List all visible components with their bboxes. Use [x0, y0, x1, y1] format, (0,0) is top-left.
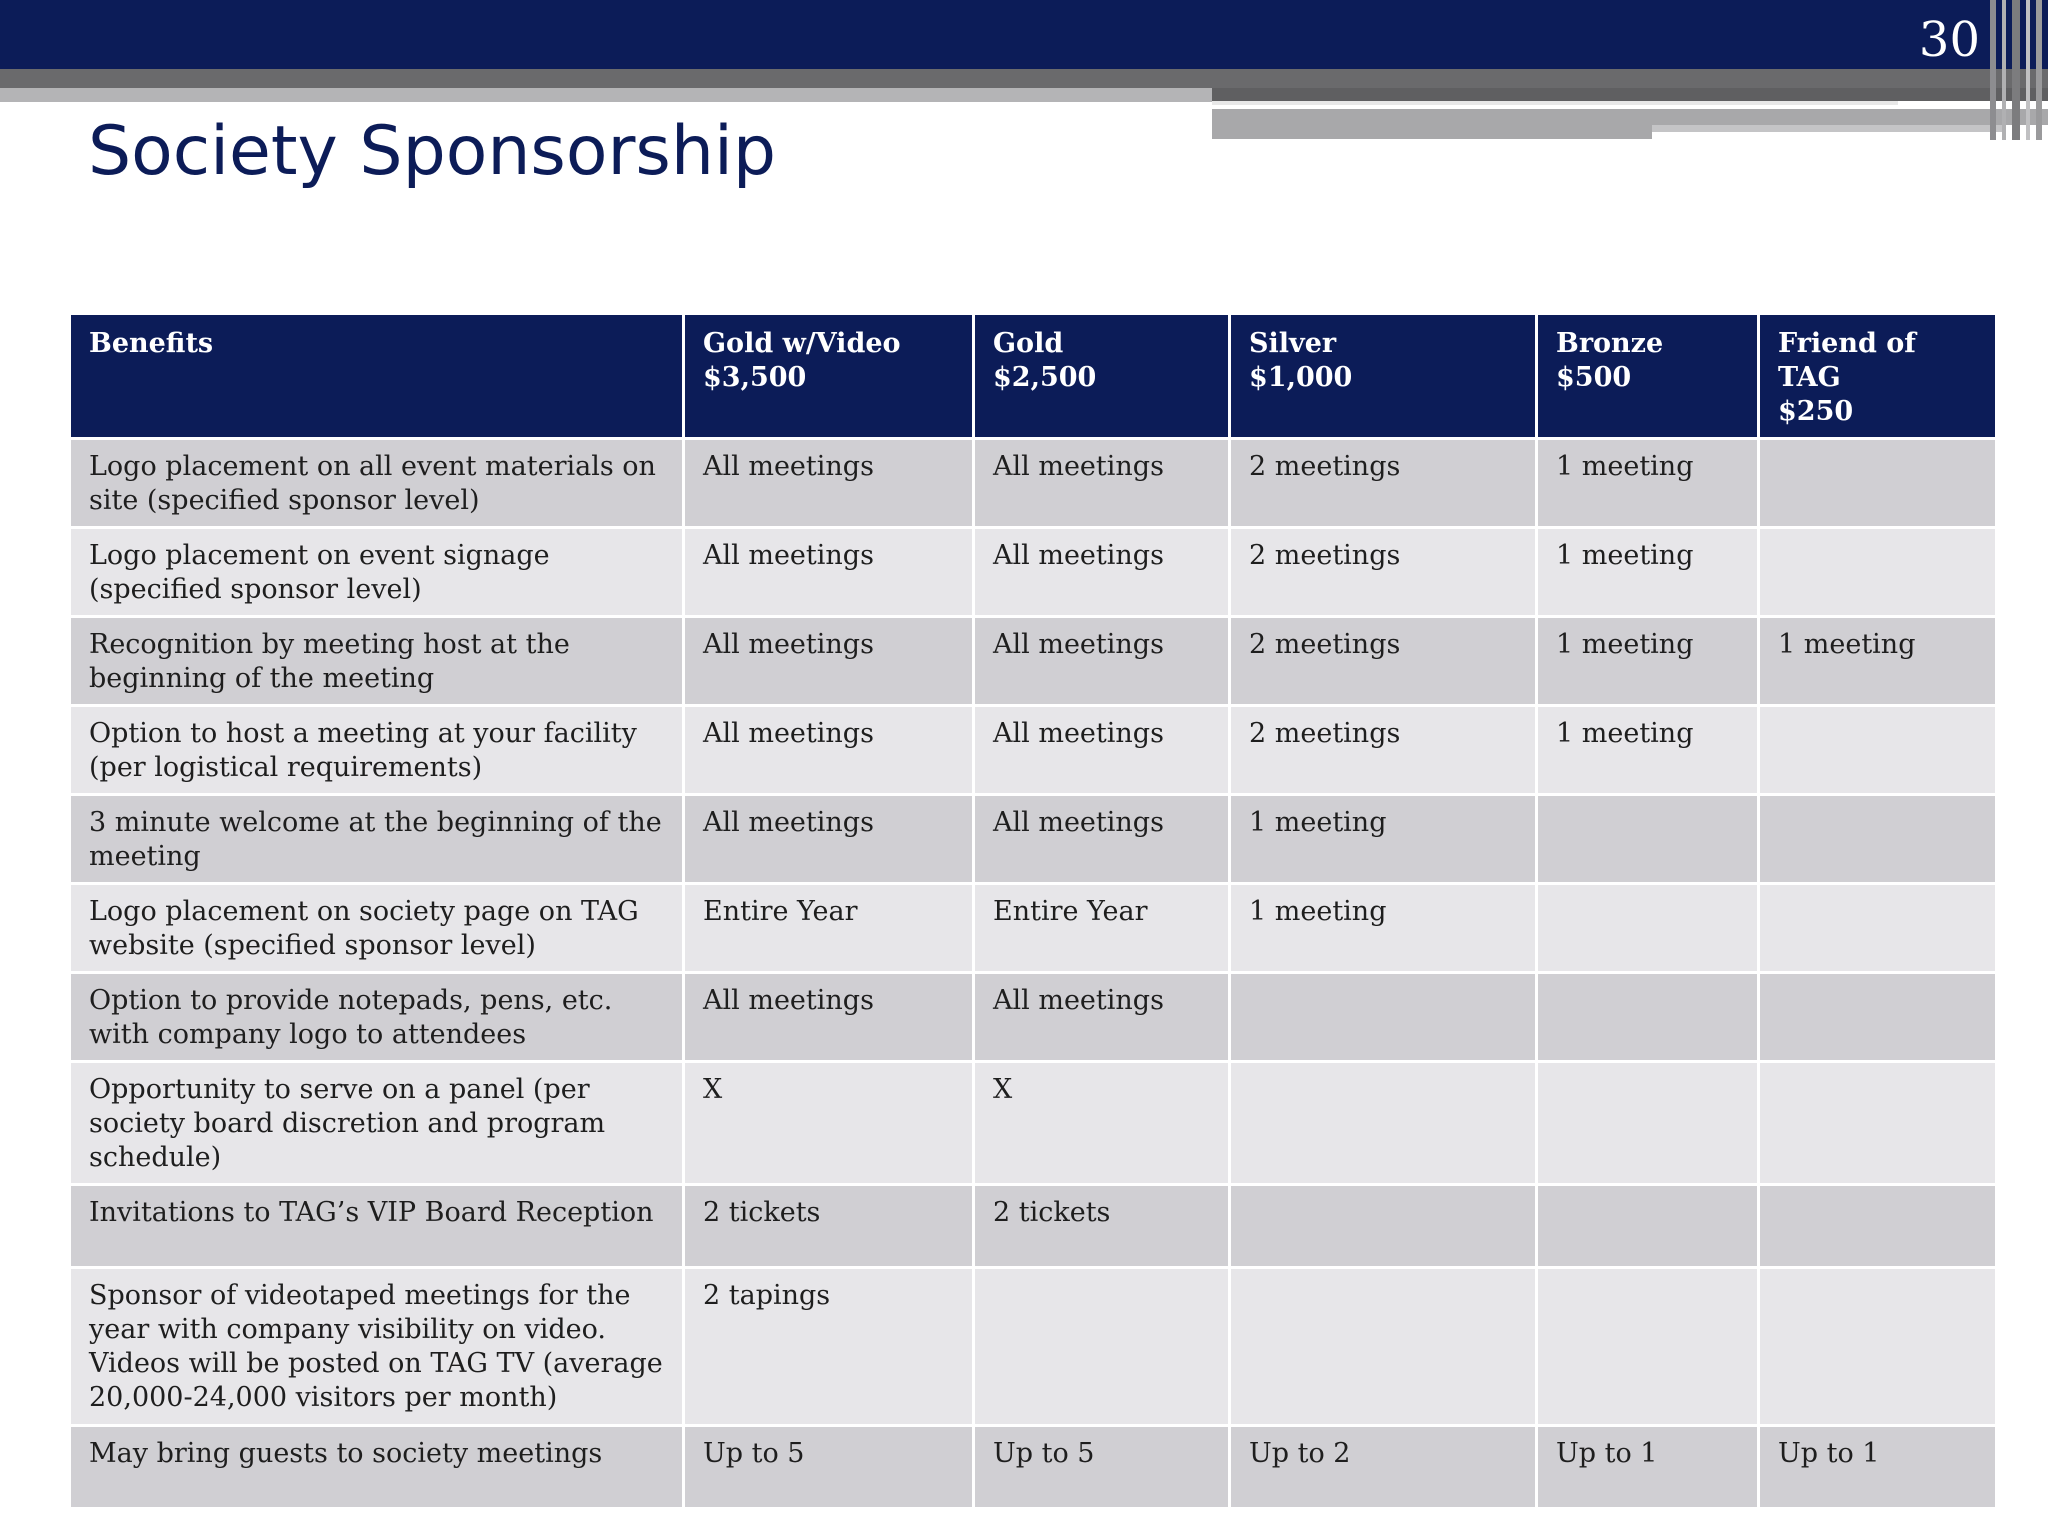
column-header-gold: Gold $2,500	[974, 314, 1230, 439]
bronze-cell: 1 meeting	[1537, 439, 1759, 528]
header-stripe	[1652, 125, 2002, 132]
column-header-silver: Silver $1,000	[1230, 314, 1537, 439]
benefit-cell: Logo placement on all event materials on site (specified sponsor level)	[70, 439, 684, 528]
silver-cell: 2 meetings	[1230, 439, 1537, 528]
bronze-cell	[1537, 1185, 1759, 1268]
silver-cell: 2 meetings	[1230, 706, 1537, 795]
header-stripe	[1212, 109, 2048, 125]
gold-cell: All meetings	[974, 439, 1230, 528]
silver-cell: 2 meetings	[1230, 617, 1537, 706]
benefit-cell: Opportunity to serve on a panel (per society board discretion and program schedule)	[70, 1062, 684, 1185]
friend-cell: Up to 1	[1759, 1426, 1997, 1509]
gold-cell: All meetings	[974, 706, 1230, 795]
table-row	[70, 795, 1997, 884]
silver-cell: Up to 2	[1230, 1426, 1537, 1509]
gold-video-cell: All meetings	[684, 795, 974, 884]
header-stripe	[0, 69, 2048, 88]
gold-cell: All meetings	[974, 795, 1230, 884]
friend-cell	[1759, 884, 1997, 973]
bronze-cell	[1537, 973, 1759, 1062]
table-row	[70, 1185, 1997, 1268]
column-header-benefits: Benefits	[70, 314, 684, 439]
column-header-gold-video: Gold w/Video $3,500	[684, 314, 974, 439]
gold-cell: All meetings	[974, 973, 1230, 1062]
benefit-cell: Option to host a meeting at your facility (per logistical requirements)	[70, 706, 684, 795]
sponsorship-table	[68, 312, 1998, 1510]
table-row	[70, 973, 1997, 1062]
gold-video-cell: All meetings	[684, 617, 974, 706]
gold-video-cell: All meetings	[684, 973, 974, 1062]
friend-cell	[1759, 1185, 1997, 1268]
header-vertical-lines	[1990, 0, 2048, 140]
silver-cell	[1230, 1268, 1537, 1426]
benefit-cell: Invitations to TAG’s VIP Board Reception	[70, 1185, 684, 1268]
gold-video-cell: All meetings	[684, 528, 974, 617]
gold-cell: All meetings	[974, 617, 1230, 706]
page-number: 30	[1918, 12, 1980, 68]
friend-cell	[1759, 439, 1997, 528]
gold-video-cell: Entire Year	[684, 884, 974, 973]
table-row	[70, 706, 1997, 795]
friend-cell: 1 meeting	[1759, 617, 1997, 706]
table-row	[70, 1426, 1997, 1509]
benefit-cell: 3 minute welcome at the beginning of the meeting	[70, 795, 684, 884]
benefit-cell: Recognition by meeting host at the beginning of the meeting	[70, 617, 684, 706]
gold-cell: All meetings	[974, 528, 1230, 617]
benefit-cell: Sponsor of videotaped meetings for the year with company visibility on video. Videos will be posted on TAG TV (average 20,000-24,000 visitors per month)	[70, 1268, 684, 1426]
gold-video-cell: Up to 5	[684, 1426, 974, 1509]
header-stripe	[1212, 125, 1652, 139]
benefit-cell: Option to provide notepads, pens, etc. with company logo to attendees	[70, 973, 684, 1062]
gold-video-cell: All meetings	[684, 439, 974, 528]
gold-cell	[974, 1268, 1230, 1426]
header-stripe	[1212, 88, 2048, 101]
column-header-bronze: Bronze $500	[1537, 314, 1759, 439]
benefit-cell: Logo placement on event signage (specified sponsor level)	[70, 528, 684, 617]
table-row	[70, 884, 1997, 973]
silver-cell	[1230, 973, 1537, 1062]
table-row	[70, 528, 1997, 617]
bronze-cell: 1 meeting	[1537, 617, 1759, 706]
silver-cell	[1230, 1185, 1537, 1268]
bronze-cell	[1537, 795, 1759, 884]
header-stripe	[1212, 101, 1898, 105]
benefit-cell: May bring guests to society meetings	[70, 1426, 684, 1509]
header-bar	[0, 0, 2048, 69]
gold-cell: Up to 5	[974, 1426, 1230, 1509]
gold-cell: 2 tickets	[974, 1185, 1230, 1268]
gold-video-cell: 2 tapings	[684, 1268, 974, 1426]
header-stripe	[0, 88, 1212, 102]
friend-cell	[1759, 1268, 1997, 1426]
gold-cell: X	[974, 1062, 1230, 1185]
bronze-cell: Up to 1	[1537, 1426, 1759, 1509]
table-row	[70, 1062, 1997, 1185]
silver-cell: 1 meeting	[1230, 884, 1537, 973]
friend-cell	[1759, 1062, 1997, 1185]
gold-video-cell: All meetings	[684, 706, 974, 795]
bronze-cell	[1537, 1062, 1759, 1185]
silver-cell	[1230, 1062, 1537, 1185]
friend-cell	[1759, 528, 1997, 617]
friend-cell	[1759, 706, 1997, 795]
bronze-cell	[1537, 1268, 1759, 1426]
table-row	[70, 1268, 1997, 1426]
gold-video-cell: 2 tickets	[684, 1185, 974, 1268]
column-header-friend-of-tag: Friend of TAG $250	[1759, 314, 1997, 439]
table-row	[70, 439, 1997, 528]
gold-video-cell: X	[684, 1062, 974, 1185]
gold-cell: Entire Year	[974, 884, 1230, 973]
bronze-cell: 1 meeting	[1537, 528, 1759, 617]
friend-cell	[1759, 973, 1997, 1062]
table-header-row	[70, 314, 1997, 439]
bronze-cell	[1537, 884, 1759, 973]
silver-cell: 1 meeting	[1230, 795, 1537, 884]
benefit-cell: Logo placement on society page on TAG website (specified sponsor level)	[70, 884, 684, 973]
friend-cell	[1759, 795, 1997, 884]
page-title: Society Sponsorship	[88, 112, 777, 191]
table-row	[70, 617, 1997, 706]
silver-cell: 2 meetings	[1230, 528, 1537, 617]
bronze-cell: 1 meeting	[1537, 706, 1759, 795]
sponsorship-table-container	[68, 312, 1998, 1510]
